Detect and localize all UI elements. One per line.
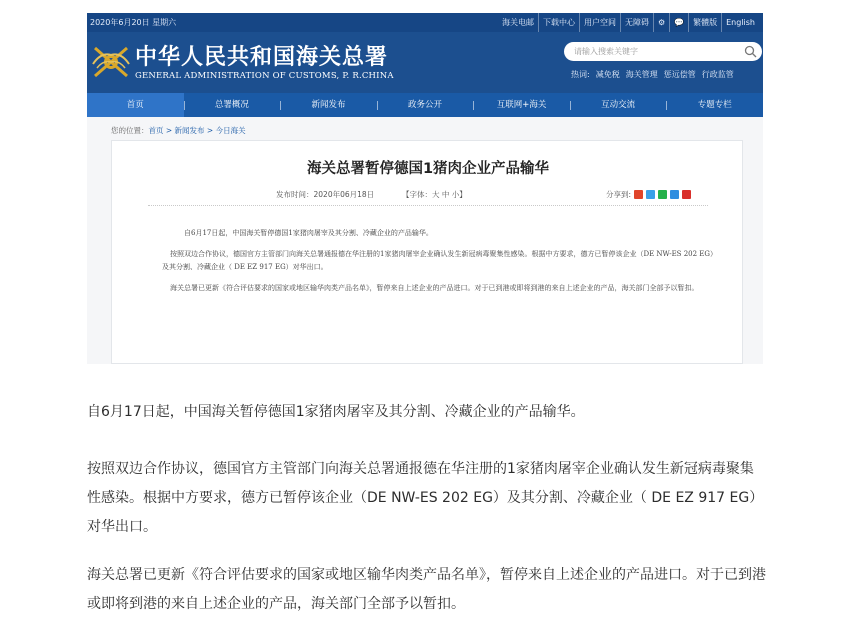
chat-icon[interactable]: 💬 — [669, 13, 688, 32]
nav-topics[interactable]: 专题专栏 — [666, 93, 763, 117]
hot-word[interactable]: 行政监管 — [701, 70, 734, 79]
search-icon[interactable] — [743, 44, 758, 59]
settings-icon[interactable]: ⚙ — [653, 13, 669, 32]
breadcrumb-path[interactable]: 首页 > 新闻发布 > 今日海关 — [148, 126, 246, 135]
breadcrumb-prefix: 您的位置： — [111, 126, 149, 135]
link-mail[interactable]: 海关电邮 — [501, 18, 534, 27]
top-links — [498, 13, 759, 32]
top-bar — [87, 13, 763, 32]
article-title: 海关总署暂停德国1猪肉企业产品输华 — [306, 161, 550, 177]
link-user-space[interactable]: 用户空间 — [579, 13, 620, 32]
share-qzone-icon[interactable] — [646, 190, 655, 199]
article-card — [111, 140, 743, 364]
share-wechat-icon[interactable] — [658, 190, 667, 199]
hot-words-label: 热词: — [571, 70, 590, 79]
post-paragraph-2: 按照双边合作协议，德国官方主管部门向海关总署通报德在华注册的1家猪肉屠宰企业确认发生新冠病毒聚集性感染。根据中方要求，德方已暂停该企业（DE NW-ES 202 EG）及其分割、冷藏企业（ DE EZ 917 EG）对华出口。 — [87, 461, 764, 535]
main-nav — [87, 93, 763, 117]
post-paragraph-3: 海关总署已更新《符合评估要求的国家或地区输华肉类产品名单》，暂停来自上述企业的产品进口。对于已到港或即将到港的来自上述企业的产品，海关部门全部予以暂扣。 — [87, 567, 766, 612]
link-english[interactable]: English — [721, 13, 759, 32]
nav-internet-customs[interactable]: 互联网+海关 — [473, 93, 570, 117]
share-label: 分享到: — [606, 190, 632, 199]
embedded-screenshot — [87, 13, 763, 364]
hot-words — [571, 69, 734, 80]
hot-word[interactable]: 惩远偿管 — [663, 70, 696, 79]
share-renren-icon[interactable] — [670, 190, 679, 199]
nav-interaction[interactable]: 互动交流 — [570, 93, 667, 117]
customs-emblem-icon — [91, 42, 131, 82]
share-bar — [606, 189, 691, 200]
divider — [148, 205, 708, 206]
hot-word[interactable]: 减免税 — [595, 70, 620, 79]
date-text: 2020年6月20日 星期六 — [90, 18, 177, 27]
site-name-en: GENERAL ADMINISTRATION OF CUSTOMS, P. R.CHINA — [135, 71, 394, 81]
share-pdf-icon[interactable] — [682, 190, 691, 199]
search-input[interactable] — [574, 42, 739, 61]
publish-date: 发布时间：2020年06月18日 — [276, 190, 375, 199]
site-logo[interactable] — [89, 36, 429, 84]
share-weibo-icon[interactable] — [634, 190, 643, 199]
breadcrumb — [111, 125, 246, 136]
post-paragraph-1: 自6月17日起，中国海关暂停德国1家猪肉屠宰及其分割、冷藏企业的产品输华。 — [87, 404, 585, 420]
site-header — [87, 13, 763, 110]
nav-overview[interactable]: 总署概况 — [184, 93, 281, 117]
font-size-switch[interactable]: 【字体：大 中 小】 — [402, 190, 467, 199]
nav-gov-affairs[interactable]: 政务公开 — [377, 93, 474, 117]
article-paragraph: 按照双边合作协议，德国官方主管部门向海关总署通报德在华注册的1家猪肉屠宰企业确认发生新冠病毒聚集性感染。根据中方要求，德方已暂停该企业（DE NW-ES 202 EG）及其分割、冷藏企业（ DE EZ 917 EG）对华出口。 — [162, 250, 717, 271]
site-name-cn: 中华人民共和国海关总署 — [135, 44, 389, 70]
article-body — [162, 227, 722, 303]
link-download[interactable]: 下载中心 — [538, 13, 579, 32]
article-paragraph: 海关总署已更新《符合评估要求的国家或地区输华肉类产品名单》，暂停来自上述企业的产品进口。对于已到港或即将到港的来自上述企业的产品，海关部门全部予以暂扣。 — [170, 284, 699, 292]
hot-word[interactable]: 海关管理 — [625, 70, 658, 79]
link-accessibility[interactable]: 无障碍 — [620, 13, 653, 32]
nav-home[interactable]: 首页 — [87, 93, 184, 117]
article-paragraph: 自6月17日起，中国海关暂停德国1家猪肉屠宰及其分割、冷藏企业的产品输华。 — [184, 229, 433, 237]
search-box — [564, 42, 762, 61]
link-traditional[interactable]: 繁體版 — [688, 13, 721, 32]
nav-news[interactable]: 新闻发布 — [280, 93, 377, 117]
